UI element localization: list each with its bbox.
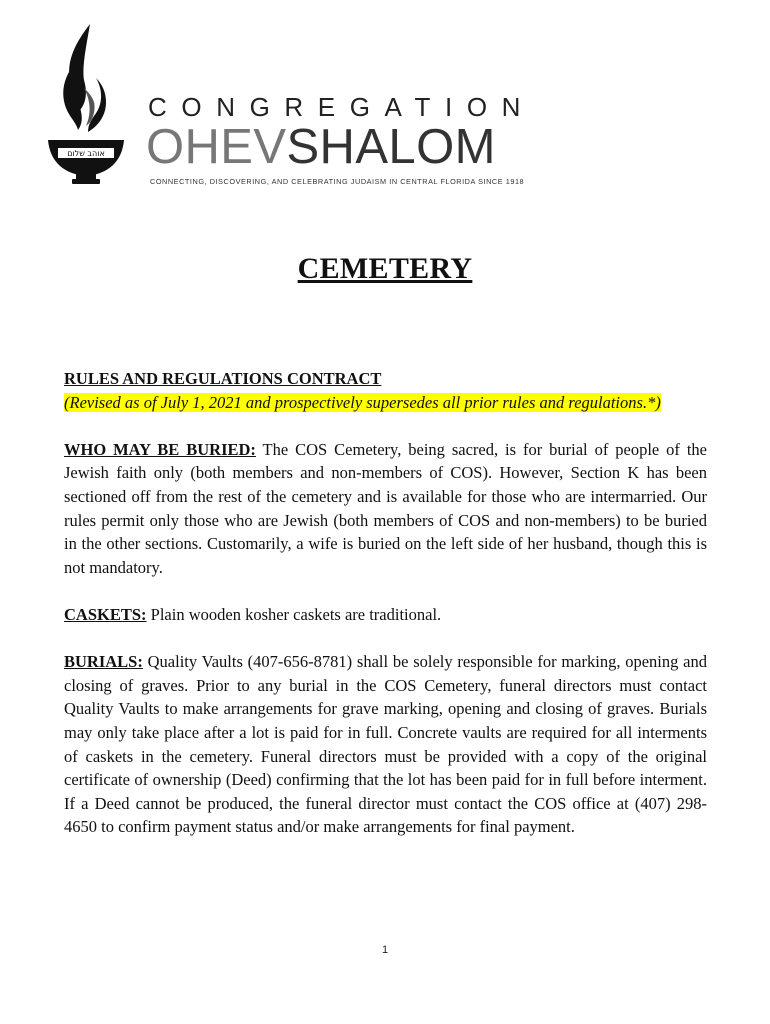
page-number: 1 [381,944,389,956]
eternal-flame-icon [46,22,126,186]
org-tagline: CONNECTING, DISCOVERING, AND CELEBRATING JUDAISM IN CENTRAL FLORIDA SINCE 1918 [150,177,525,186]
section-text: Plain wooden kosher caskets are traditional. [146,604,442,624]
section-label: BURIALS: [64,652,143,672]
page-title: CEMETERY [297,252,473,285]
section-label: CASKETS: [64,604,147,624]
section-caskets [64,603,707,627]
section-text: Quality Vaults (407-656-8781) shall be solely responsible for marking, opening and closing of graves. Prior to any burial in the COS Cemetery, funeral directors must contact Quality Vaults to make arrangements for grave marking, opening and closing of graves. Burials may only take place after a lot is paid for in full. Concrete vaults are required for all interments of caskets in the cemetery. Funeral directors must be provided with a copy of the original certificate of ownership (Deed) confirming that the lot has been paid for in full before interment. If a Deed cannot be produced, the funeral director must contact the COS office at (407) 298-4650 to confirm payment status and/or make arrangements for final payment. [64,652,707,837]
org-name-line1: CONGREGATION [148,92,536,122]
revision-note: (Revised as of July 1, 2021 and prospectively supersedes all prior rules and regulations.*) [64,392,661,412]
section-burials [64,650,707,839]
contract-heading: RULES AND REGULATIONS CONTRACT [64,369,382,388]
org-name-shalom: SHALOM [286,120,496,174]
section-who-may-be-buried [64,438,707,580]
org-name-line2 [146,118,496,176]
section-label: WHO MAY BE BURIED: [64,439,256,459]
svg-text:אוהב שלום: אוהב שלום [67,149,105,158]
section-text: The COS Cemetery, being sacred, is for burial of people of the Jewish faith only (both members and non-members of COS). However, Section K has been sectioned off from the rest of the cemetery and is available for those who are intermarried. Our rules permit only those who are Jewish (both members of COS and non-members) to be buried in the other sections. Customarily, a wife is buried on the left side of her husband, though this is not mandatory. [64,439,707,577]
org-name-ohev: OHEV [146,120,287,174]
document-body [64,367,707,839]
